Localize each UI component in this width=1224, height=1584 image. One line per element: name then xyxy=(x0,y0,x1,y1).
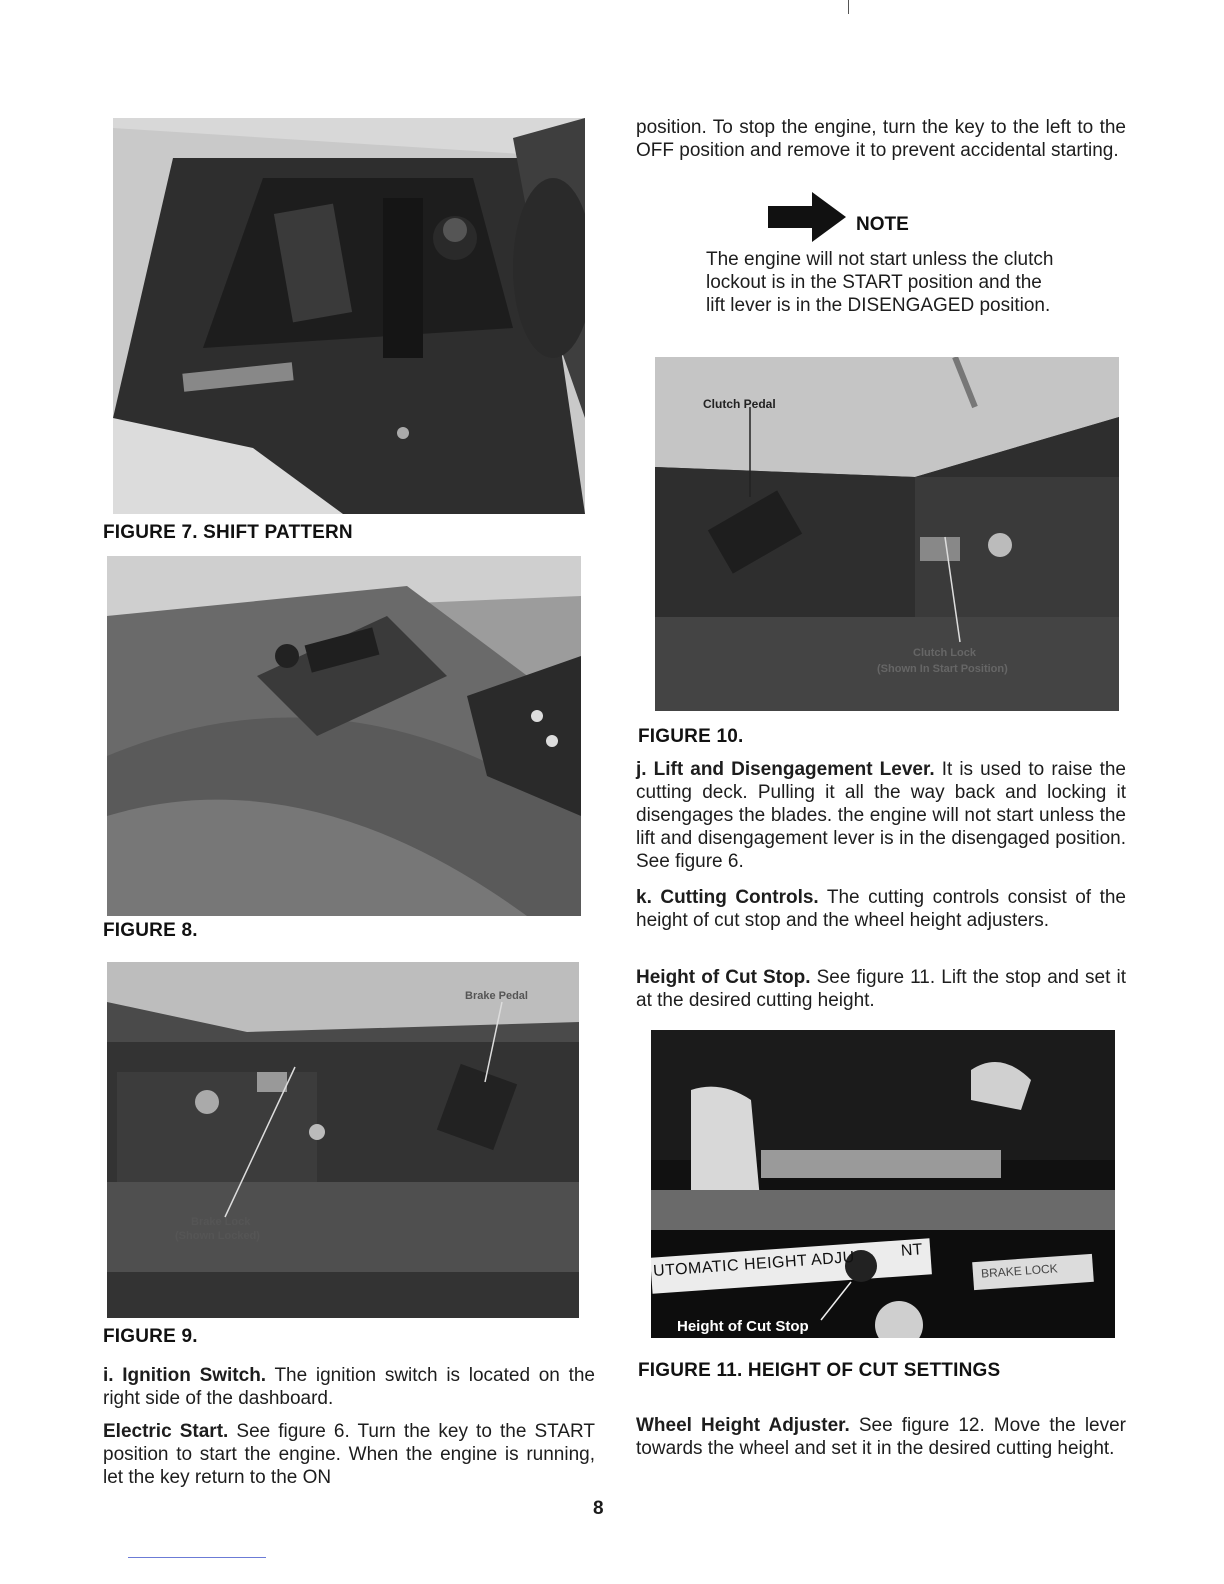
figure-10-clutch-pedal-label: Clutch Pedal xyxy=(703,397,776,411)
figure-11-automatic-height-label: UTOMATIC HEIGHT ADJU xyxy=(652,1248,856,1281)
height-of-cut-stop-lead: Height of Cut Stop. xyxy=(636,967,811,988)
electric-start-text: See figure 6. Turn the key to the START position to start the engine. When the engine is running, let the key return to the ON xyxy=(103,1421,595,1488)
height-of-cut-stop-paragraph xyxy=(636,966,1126,1012)
figure-9-brake-lock-label: Brake Lock xyxy=(191,1216,251,1228)
lift-lever-lead: j. Lift and Disengagement Lever. xyxy=(636,759,935,780)
figure-9-photo xyxy=(107,962,579,1318)
figure-9-caption: FIGURE 9. xyxy=(103,1326,198,1347)
wheel-height-adjuster-paragraph xyxy=(636,1414,1126,1460)
figure-7-caption: FIGURE 7. SHIFT PATTERN xyxy=(103,522,353,543)
figure-11-brake-label: BRAKE LOCK xyxy=(980,1261,1059,1281)
ignition-switch-paragraph xyxy=(103,1364,595,1410)
cutting-controls-lead: k. Cutting Controls. xyxy=(636,887,819,908)
figure-11-caption: FIGURE 11. HEIGHT OF CUT SETTINGS xyxy=(638,1360,1001,1381)
figure-8-caption: FIGURE 8. xyxy=(103,920,198,941)
note-text: The engine will not start unless the clutch lockout is in the START position and the lift lever is in the DISENGAGED position. xyxy=(706,249,1054,316)
figure-11-photo xyxy=(651,1030,1115,1338)
lift-lever-paragraph xyxy=(636,758,1126,873)
note-title: NOTE xyxy=(856,214,909,235)
figure-10-caption: FIGURE 10. xyxy=(638,726,744,747)
lift-lever-text: It is used to raise the cutting deck. Pulling it all the way back and locking it disengages the blades. the engine will not start unless the lift and disengagement lever is in the disengaged position. See figure 6. xyxy=(636,759,1127,872)
bottom-rule xyxy=(128,1557,266,1558)
height-of-cut-stop-text: See figure 11. Lift the stop and set it at the desired cutting height. xyxy=(636,967,1126,1011)
figure-9-brake-pedal-label: Brake Pedal xyxy=(465,990,528,1002)
figure-10-photo xyxy=(655,357,1119,711)
ignition-switch-lead: i. Ignition Switch. xyxy=(103,1365,267,1386)
ignition-switch-text: The ignition switch is located on the right side of the dashboard. xyxy=(103,1365,595,1409)
stop-engine-paragraph: position. To stop the engine, turn the key to the left to the OFF position and remove it to prevent accidental starting. xyxy=(636,117,1126,161)
page-number: 8 xyxy=(593,1498,604,1519)
electric-start-lead: Electric Start. xyxy=(103,1421,229,1442)
figure-9-brake-lock-position-label: (Shown Locked) xyxy=(175,1230,260,1242)
electric-start-paragraph xyxy=(103,1420,595,1489)
wheel-height-adjuster-text: See figure 12. Move the lever towards the wheel and set it in the desired cutting height. xyxy=(636,1415,1126,1459)
figure-7-photo xyxy=(113,118,585,514)
cutting-controls-text: The cutting controls consist of the height of cut stop and the wheel height adjusters. xyxy=(636,887,1126,931)
figure-11-height-stop-label: Height of Cut Stop xyxy=(677,1318,809,1335)
wheel-height-adjuster-lead: Wheel Height Adjuster. xyxy=(636,1415,850,1436)
figure-10-clutch-lock-label: Clutch Lock xyxy=(913,647,976,659)
figure-11-nt-label: NT xyxy=(900,1241,923,1260)
cutting-controls-paragraph xyxy=(636,886,1126,932)
figure-10-clutch-lock-position-label: (Shown In Start Position) xyxy=(877,663,1008,675)
figure-8-photo xyxy=(107,556,581,916)
top-scan-mark xyxy=(848,0,849,14)
arrow-icon xyxy=(768,192,848,242)
